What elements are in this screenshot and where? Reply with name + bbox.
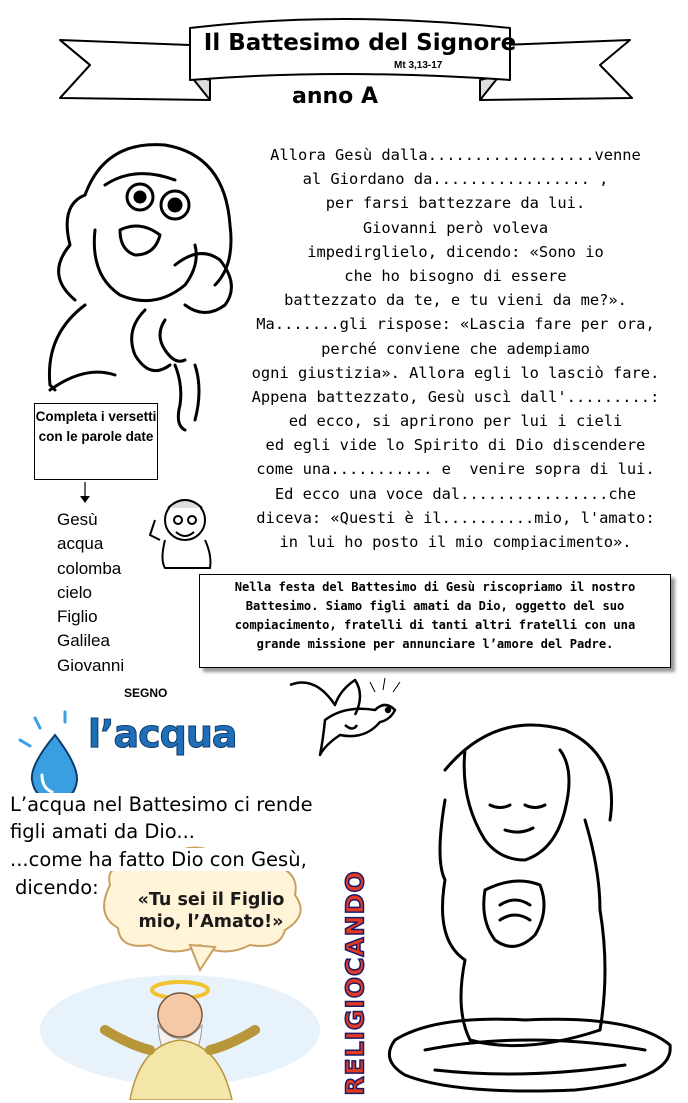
word-bank-item: cielo	[57, 582, 92, 602]
word-bank	[57, 508, 124, 678]
liturgical-year: anno A	[292, 84, 378, 109]
sign-text-line: figli amati da Dio...	[7, 820, 198, 843]
brand-logo	[335, 870, 375, 1095]
word-bank-item: Giovanni	[57, 655, 125, 675]
gospel-line: in lui ho posto il mio compiacimento».	[279, 533, 632, 551]
gospel-line: impedirglielo, dicendo: «Sono io	[307, 242, 604, 261]
jesus-praying-illustration	[375, 710, 685, 1100]
word-bank-item: acqua	[57, 534, 104, 554]
note-line: Battesimo. Siamo figli amati da Dio, oggetto del suo	[245, 599, 625, 613]
gospel-line: ed ecco, si aprirono per lui i cieli	[288, 412, 623, 431]
sign-title: l’acqua	[88, 712, 237, 756]
gospel-line: battezzato da te, e tu vieni da me?».	[284, 291, 627, 310]
arrow-down-icon	[79, 482, 91, 504]
sign-text-line: dicendo:	[12, 876, 102, 899]
gospel-line: al Giordano da................. ,	[302, 170, 609, 189]
note-line: Nella festa del Battesimo di Gesù riscopriamo il nostro	[234, 580, 636, 594]
gospel-line: diceva: «Questi è il..........mio, l'amato:	[256, 508, 655, 527]
sign-text-line: ...come ha fatto Dio con Gesù,	[7, 848, 310, 871]
word-bank-item: Galilea	[57, 631, 110, 651]
priest-illustration	[140, 490, 220, 570]
sign-label: SEGNO	[124, 686, 168, 700]
word-bank-item: Figlio	[57, 607, 98, 627]
gospel-line: come una........... e venire sopra di lui.	[256, 460, 655, 479]
gospel-passage	[228, 143, 683, 554]
gospel-line: Appena battezzato, Gesù uscì dall'.........:	[251, 387, 660, 406]
note-line: grande missione per annunciare l’amore del Padre.	[256, 637, 614, 651]
jesus-laughing-illustration	[25, 135, 245, 435]
note-line: compiacimento, fratelli di tanti altri fratelli con una	[234, 618, 636, 632]
gospel-line: ed egli vide lo Spirito di Dio discendere	[265, 436, 646, 455]
brand-name: RELIGIOCANDO	[340, 869, 370, 1096]
reflection-note	[199, 574, 671, 668]
gospel-line: perché conviene che adempiamo	[321, 339, 590, 358]
instruction-box: Completa i versetti con le parole date	[34, 403, 158, 480]
gospel-line: Ma.......gli rispose: «Lascia fare per ora,	[256, 315, 655, 334]
word-bank-item: Gesù	[57, 510, 98, 529]
gospel-line: Ed ecco una voce dal................che	[274, 484, 637, 503]
quote-text: «Tu sei il Figlio mio, l’Amato!»	[137, 890, 285, 932]
gospel-line: per farsi battezzare da lui.	[325, 194, 586, 213]
word-bank-item: colomba	[57, 558, 122, 578]
gospel-line: Allora Gesù dalla..................venne	[270, 146, 641, 164]
page-title: Il Battesimo del Signore	[203, 30, 517, 56]
gospel-line: Giovanni però voleva	[362, 218, 549, 237]
sign-text-line: L’acqua nel Battesimo ci rende	[7, 793, 316, 816]
title-banner	[0, 0, 688, 120]
gospel-line: ogni giustizia». Allora egli lo lasciò fare.	[251, 363, 660, 382]
scripture-reference: Mt 3,13-17	[394, 60, 443, 71]
gospel-line: che ho bisogno di essere	[344, 266, 567, 285]
